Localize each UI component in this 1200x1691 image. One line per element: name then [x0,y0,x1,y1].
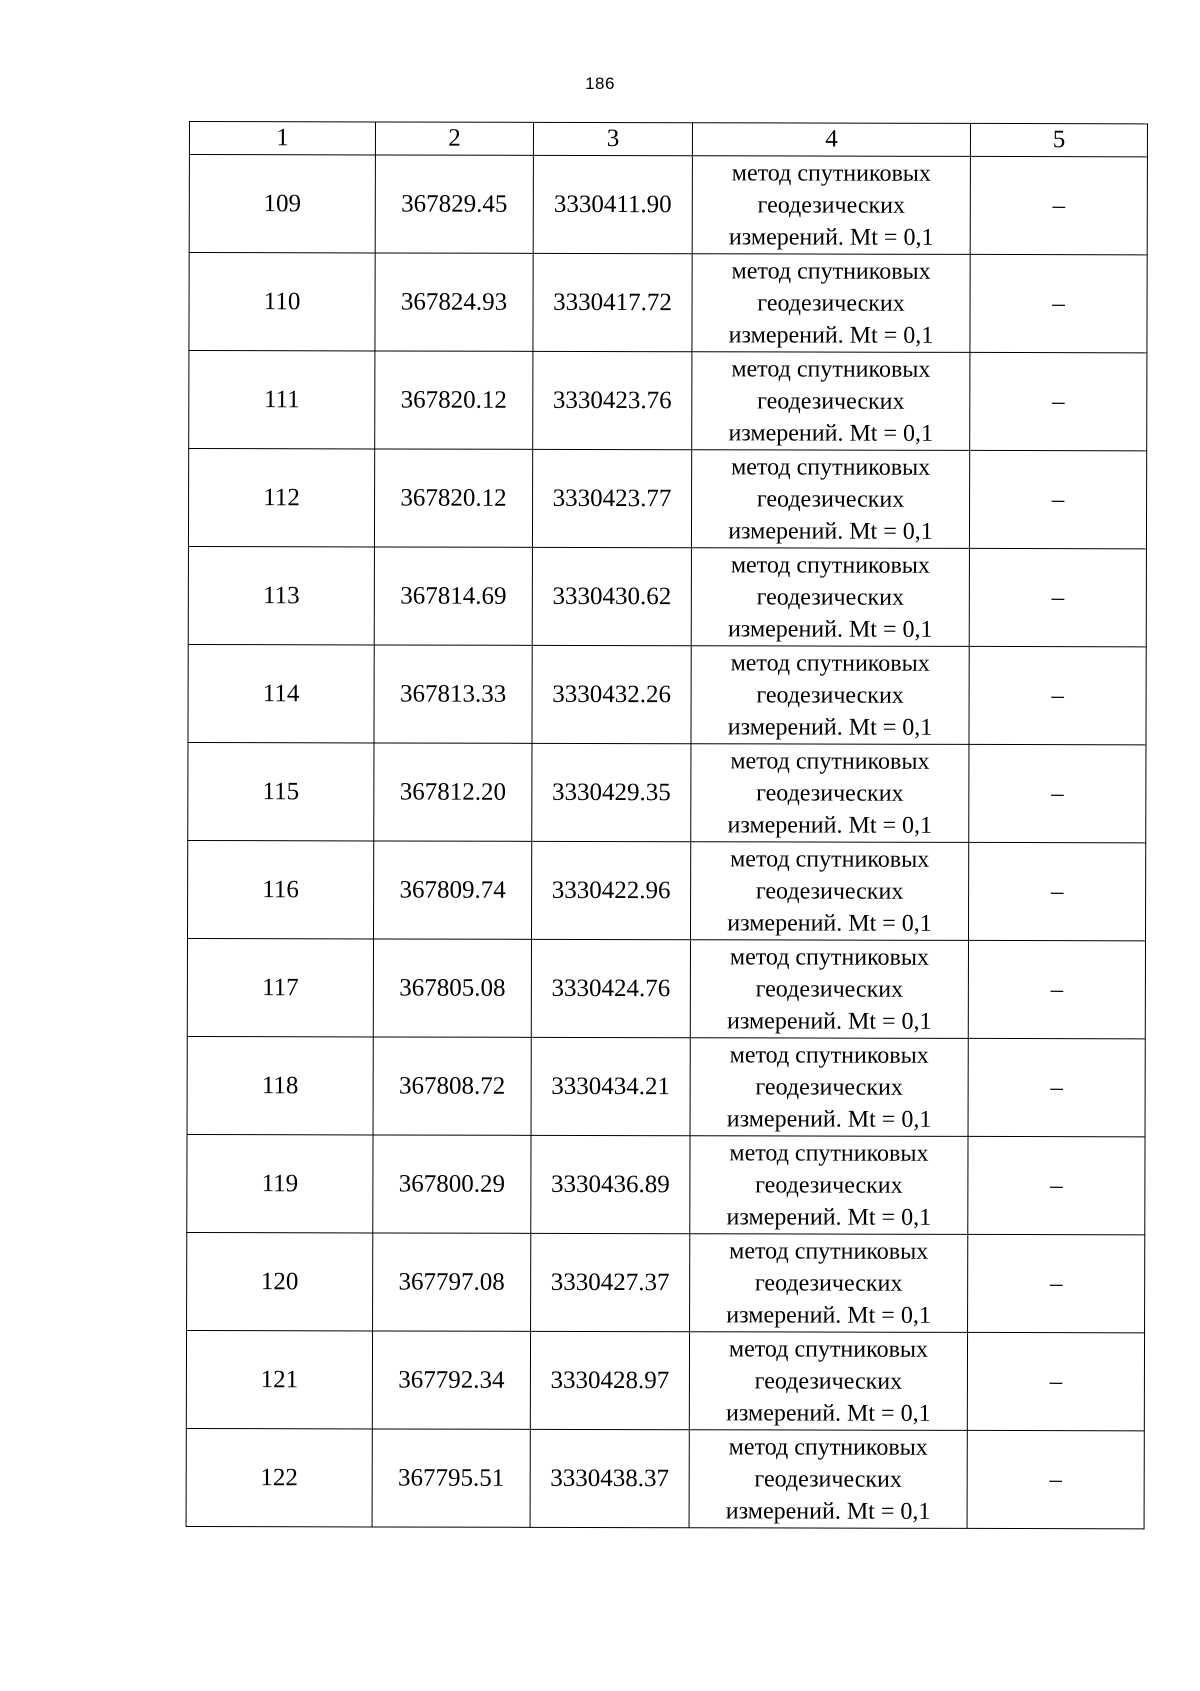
point-number-cell: 109 [189,155,375,253]
note-cell: – [969,646,1146,744]
header-col-3: 3 [533,122,692,155]
x-coordinate-cell: 367795.51 [372,1429,530,1527]
method-cell [692,352,970,451]
method-line-1: метод спутниковых [729,1139,929,1167]
table-row [186,1330,1144,1430]
y-coordinate-cell: 3330411.90 [533,155,692,253]
note-cell: – [968,1234,1145,1332]
method-line-1: метод спутниковых [731,257,931,285]
table-row [188,840,1146,940]
note-cell: – [969,548,1146,646]
table-row [188,449,1146,549]
point-number-cell: 121 [186,1330,372,1428]
y-coordinate-cell: 3330432.26 [532,645,691,743]
method-cell [692,156,970,255]
page-number: 186 [585,74,615,93]
table-row [188,644,1146,744]
y-coordinate-cell: 3330438.37 [530,1429,689,1527]
note-cell: – [970,352,1147,450]
method-line-3: измерений. Mt = 0,1 [727,811,933,839]
note-cell: – [970,254,1147,352]
method-cell [690,1038,968,1137]
method-line-3: измерений. Mt = 0,1 [728,223,934,251]
table-row [187,1036,1145,1136]
header-col-4: 4 [692,123,970,157]
table-row [187,1232,1145,1332]
table-row [188,742,1146,842]
point-number-cell: 111 [189,351,375,449]
table-row [189,253,1147,353]
point-number-cell: 118 [187,1036,373,1134]
x-coordinate-cell: 367813.33 [374,645,532,743]
method-line-3: измерений. Mt = 0,1 [728,419,934,447]
method-line-2: геодезических [755,975,904,1003]
note-cell: – [968,1038,1145,1136]
method-line-2: геодезических [754,1367,903,1395]
x-coordinate-cell: 367824.93 [375,253,533,351]
x-coordinate-cell: 367800.29 [373,1135,531,1233]
method-line-2: геодезических [757,387,905,415]
method-cell [691,450,969,549]
note-cell: – [969,744,1146,842]
method-line-3: измерений. Mt = 0,1 [725,1497,931,1525]
y-coordinate-cell: 3330428.97 [530,1331,689,1429]
header-row [189,122,1147,157]
method-line-3: измерений. Mt = 0,1 [726,1301,931,1329]
method-line-1: метод спутниковых [730,845,930,873]
method-line-2: геодезических [756,779,904,807]
method-cell [691,548,969,647]
method-cell [692,254,970,353]
point-number-cell: 110 [189,253,375,351]
point-number-cell: 116 [188,840,374,938]
method-cell [690,1234,968,1333]
table-header [189,122,1147,157]
table-row [187,938,1145,1038]
point-number-cell: 113 [188,546,374,644]
method-line-1: метод спутниковых [730,747,930,775]
method-line-3: измерений. Mt = 0,1 [726,1007,932,1035]
method-cell [690,940,968,1039]
x-coordinate-cell: 367820.12 [375,351,533,449]
point-number-cell: 120 [187,1232,373,1330]
y-coordinate-cell: 3330422.96 [532,841,691,939]
y-coordinate-cell: 3330430.62 [532,547,691,645]
method-cell [691,842,969,941]
y-coordinate-cell: 3330423.77 [532,449,691,547]
method-line-1: метод спутниковых [728,1433,928,1461]
method-line-1: метод спутниковых [729,943,930,971]
point-number-cell: 117 [187,938,373,1036]
note-cell: – [970,156,1147,254]
method-line-3: измерений. Mt = 0,1 [728,517,933,545]
point-number-cell: 114 [188,644,374,742]
note-cell: – [968,940,1145,1038]
point-number-cell: 119 [187,1134,373,1232]
y-coordinate-cell: 3330429.35 [532,743,691,841]
x-coordinate-cell: 367829.45 [375,155,533,253]
note-cell: – [967,1332,1144,1430]
method-line-1: метод спутниковых [731,355,931,383]
method-cell [691,646,969,745]
y-coordinate-cell: 3330424.76 [531,939,690,1037]
method-line-2: геодезических [756,485,905,513]
method-line-1: метод спутниковых [729,1041,929,1069]
table-row [186,1428,1144,1528]
method-line-3: измерений. Mt = 0,1 [726,1203,932,1231]
method-line-2: геодезических [754,1269,903,1297]
x-coordinate-cell: 367808.72 [373,1037,531,1135]
y-coordinate-cell: 3330434.21 [531,1037,690,1135]
coordinates-table [186,121,1148,1529]
method-line-3: измерений. Mt = 0,1 [726,1399,931,1427]
x-coordinate-cell: 367812.20 [374,743,532,841]
method-line-3: измерений. Mt = 0,1 [726,1105,932,1133]
method-line-2: геодезических [755,877,904,905]
method-line-3: измерений. Mt = 0,1 [727,713,933,741]
header-col-5: 5 [970,123,1147,156]
method-line-1: метод спутниковых [728,1335,929,1363]
point-number-cell: 115 [188,742,374,840]
method-line-2: геодезических [756,583,905,611]
table-row [189,351,1147,451]
note-cell: – [967,1430,1144,1528]
point-number-cell: 122 [186,1428,372,1526]
note-cell: – [969,450,1146,548]
method-cell [690,1136,968,1235]
method-line-2: геодезических [757,289,905,317]
x-coordinate-cell: 367820.12 [374,449,532,547]
point-number-cell: 112 [188,449,374,547]
note-cell: – [969,842,1146,940]
x-coordinate-cell: 367809.74 [374,841,532,939]
method-line-1: метод спутниковых [731,159,931,187]
header-col-2: 2 [375,122,533,155]
x-coordinate-cell: 367805.08 [373,939,531,1037]
x-coordinate-cell: 367814.69 [374,547,532,645]
method-line-1: метод спутниковых [730,551,930,579]
note-cell: – [968,1136,1145,1234]
x-coordinate-cell: 367797.08 [373,1233,531,1331]
y-coordinate-cell: 3330423.76 [533,351,692,449]
header-col-1: 1 [189,122,375,155]
table-row [189,155,1147,255]
method-line-2: геодезических [755,1171,903,1199]
method-line-1: метод спутниковых [729,1237,929,1265]
y-coordinate-cell: 3330427.37 [531,1233,690,1331]
method-line-2: геодезических [756,681,904,709]
method-line-2: геодезических [755,1073,903,1101]
y-coordinate-cell: 3330436.89 [531,1135,690,1233]
table-row [187,1134,1145,1234]
method-line-3: измерений. Mt = 0,1 [727,615,933,643]
method-line-2: геодезических [754,1465,902,1493]
method-line-3: измерений. Mt = 0,1 [728,321,934,349]
method-line-2: геодезических [757,191,906,219]
method-cell [691,744,969,843]
method-line-1: метод спутниковых [730,649,930,677]
table-row [188,546,1146,646]
x-coordinate-cell: 367792.34 [372,1331,530,1429]
method-line-3: измерений. Mt = 0,1 [727,909,932,937]
method-line-1: метод спутниковых [731,453,931,481]
method-cell [689,1430,967,1529]
table-body [186,155,1147,1529]
y-coordinate-cell: 3330417.72 [533,253,692,351]
method-cell [689,1332,967,1431]
